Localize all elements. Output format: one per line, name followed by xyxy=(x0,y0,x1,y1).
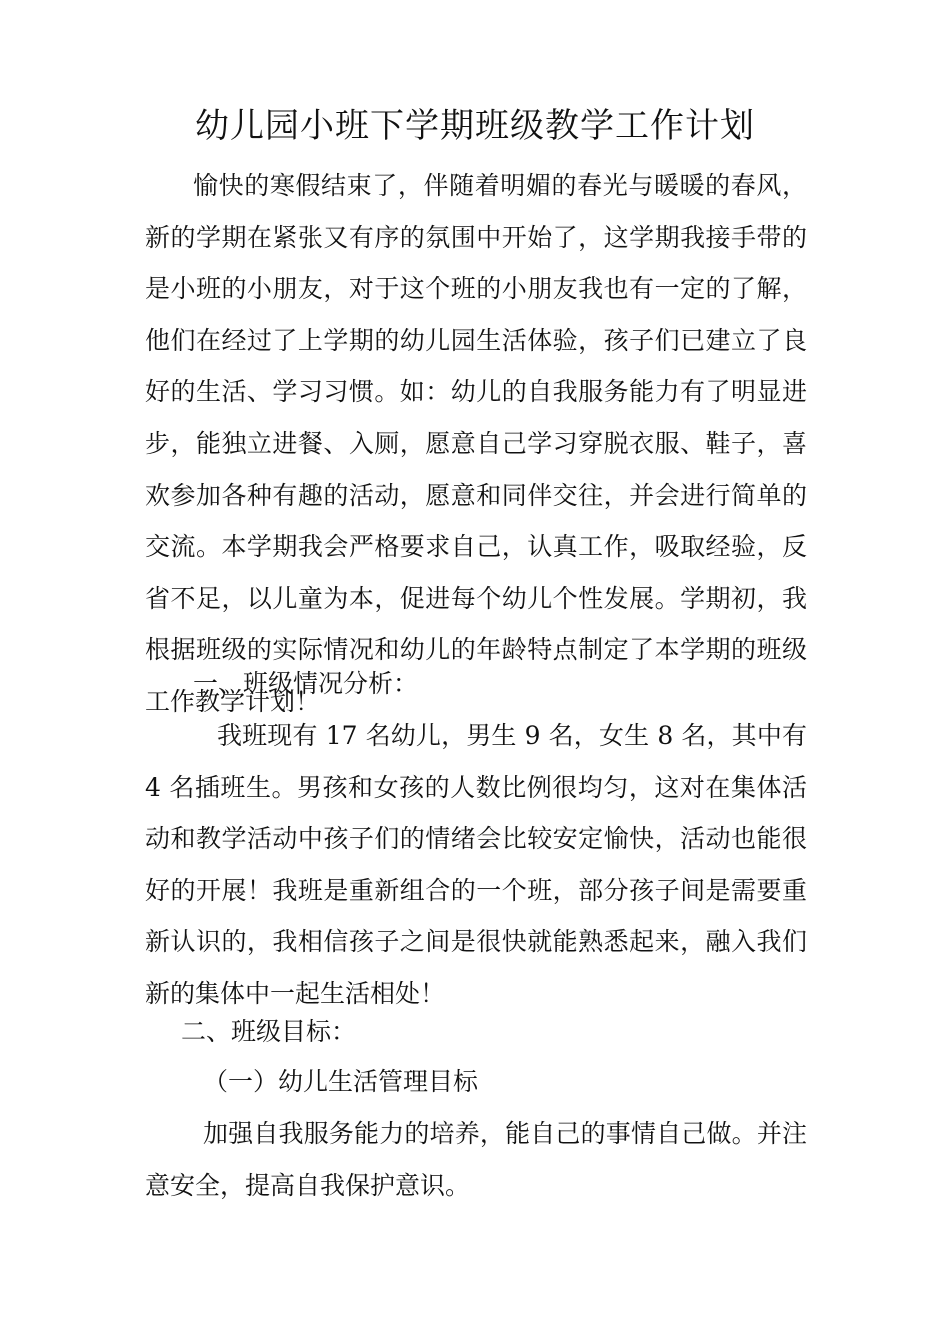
document-title: 幼儿园小班下学期班级教学工作计划 xyxy=(195,106,755,146)
class-analysis-paragraph: 我班现有 17 名幼儿，男生 9 名，女生 8 名，其中有 4 名插班生。男孩和女孩的人数比例很均匀，这对在集体活动和教学活动中孩子们的情绪会比较安定愉快，活动也能很好的开展！我班是重新组合的一个班，部分孩子间是需要重新认识的，我相信孩子之间是很快就能熟悉起来，融入我们新的集体中一起生活相处！ xyxy=(145,721,807,1008)
intro-paragraph: 愉快的寒假结束了，伴随着明媚的春光与暖暖的春风，新的学期在紧张又有序的氛围中开始了，这学期我接手带的是小班的小朋友，对于这个班的小朋友我也有一定的了解，他们在经过了上学期的幼儿园生活体验，孩子们已建立了良好的生活、学习习惯。如：幼儿的自我服务能力有了明显进步，能独立进餐、入厕，愿意自己学习穿脱衣服、鞋子，喜欢参加各种有趣的活动，愿意和同伴交往，并会进行简单的交流。本学期我会严格要求自己，认真工作，吸取经验，反省不足，以儿童为本，促进每个幼儿个性发展。学期初，我根据班级的实际情况和幼儿的年龄特点制定了本学期的班级工作教学计划！ xyxy=(145,171,807,716)
section-heading-class-analysis: 一、班级情况分析： xyxy=(193,669,419,698)
section-heading-class-goals: 二、班级目标： xyxy=(181,1017,357,1046)
life-management-paragraph: 加强自我服务能力的培养，能自己的事情自己做。并注意安全，提高自我保护意识。 xyxy=(145,1119,807,1200)
subsection-heading-life-management: （一）幼儿生活管理目标 xyxy=(203,1067,479,1096)
